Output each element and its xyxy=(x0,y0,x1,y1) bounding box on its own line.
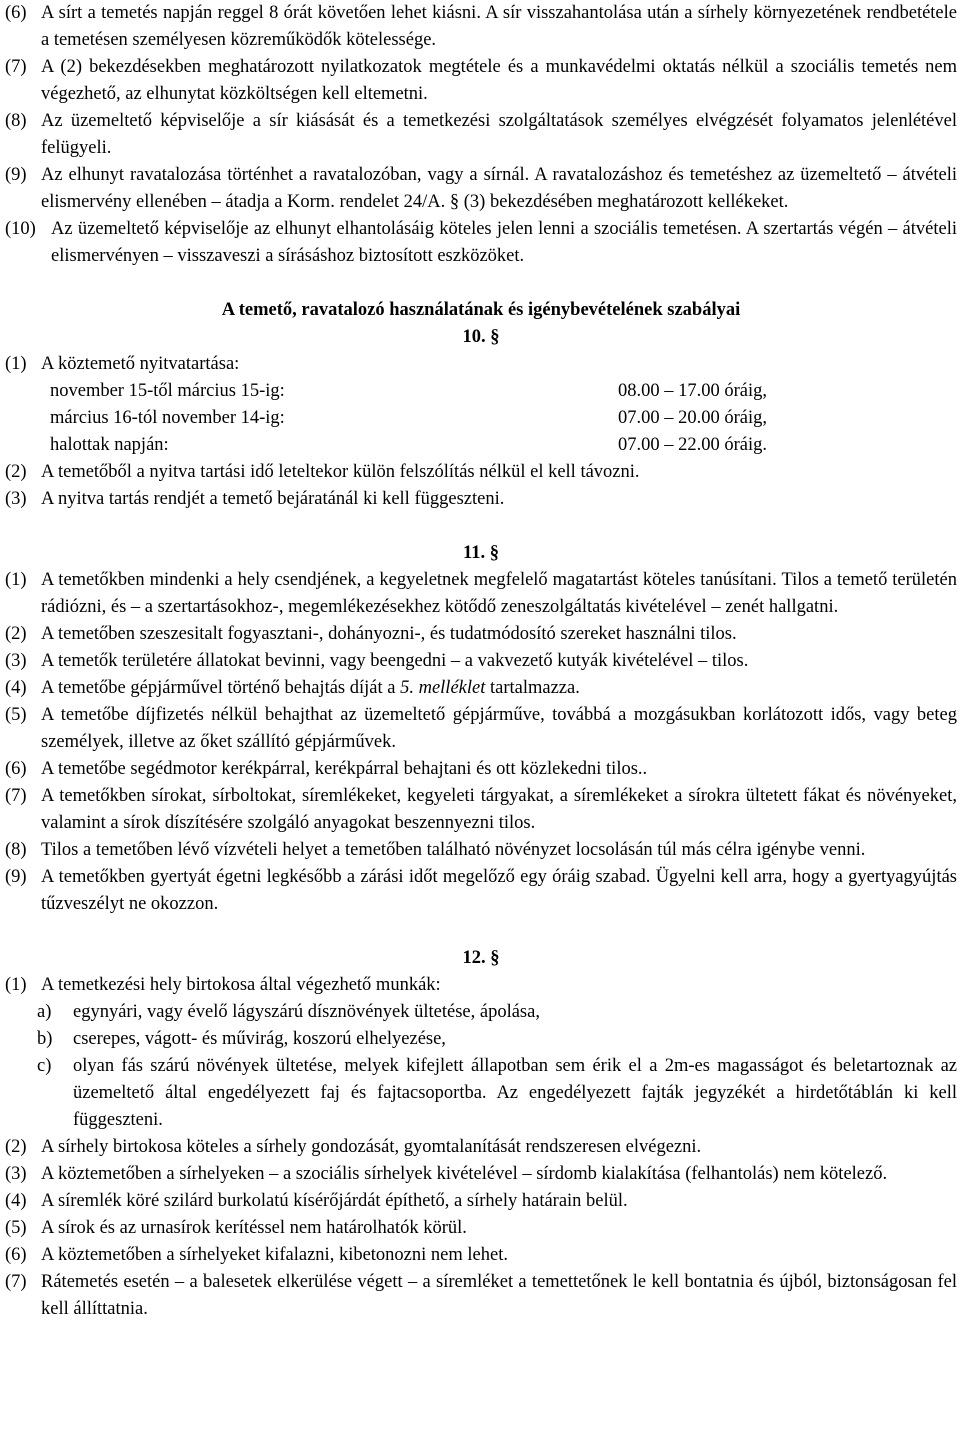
paragraph-text: A sírok és az urnasírok kerítéssel nem határolhatók körül. xyxy=(41,1218,467,1238)
paragraph-number: (10) xyxy=(5,219,36,239)
list-item xyxy=(5,1026,957,1053)
paragraph-number: (3) xyxy=(5,489,27,509)
paragraph-text: Az elhunyt ravatalozása történhet a ravatalozóban, vagy a sírnál. A ravatalozáshoz és temetéshez az üzemeltető – átvételi elismervény ellenében – átadja a Korm. rendelet 24/A. § (3) bekezdésében meghatározott kellékeket. xyxy=(41,165,957,212)
paragraph-number: (2) xyxy=(5,624,27,644)
schedule-row xyxy=(5,378,957,405)
paragraph-10 xyxy=(5,216,957,270)
schedule-hours: 08.00 – 17.00 óráig, xyxy=(618,381,768,401)
paragraph-number: (7) xyxy=(5,57,27,77)
s12-paragraph-3 xyxy=(5,1161,957,1188)
list-letter: b) xyxy=(37,1029,53,1049)
s11-paragraph-9 xyxy=(5,864,957,918)
paragraph-text: A köztemetőben a sírhelyeket kifalazni, kibetonozni nem lehet. xyxy=(41,1245,508,1265)
s12-paragraph-1 xyxy=(5,972,957,999)
paragraph-text: A nyitva tartás rendjét a temető bejáratánál ki kell függeszteni. xyxy=(41,489,505,509)
list-text: olyan fás szárú növények ültetése, melyek kifejlett állapotban sem érik el a 2m-es magasságot és beletartoznak az üzemeltető által engedélyezett faj és fajtacsoportba. Az engedélyezett fajták jegyzékét a hirdetőtáblán ki kell függeszteni. xyxy=(73,1056,957,1130)
section-11-title: 11. § xyxy=(463,543,499,563)
s12-paragraph-6 xyxy=(5,1242,957,1269)
list-item xyxy=(5,1053,957,1134)
text-fragment: A temetőbe gépjárművel történő behajtás díját a xyxy=(41,678,401,698)
paragraph-text: A (2) bekezdésekben meghatározott nyilatkozatok megtétele és a munkavédelmi oktatás nélkül a szociális temetés nem végezhető, az elhunytat közköltségen kell eltemetni. xyxy=(41,57,957,104)
paragraph-text: A köztemető nyitvatartása: xyxy=(41,354,240,374)
paragraph-number: (4) xyxy=(5,678,27,698)
schedule-hours: 07.00 – 22.00 óráig. xyxy=(618,435,768,455)
paragraph-text: Az üzemeltető képviselője az elhunyt elhantolásáig köteles jelen lenni a szociális temetésen. A szertartás végén – átvételi elismervényen – visszaveszi a sírásáshoz biztosított eszközöket. xyxy=(51,219,957,266)
s10-paragraph-3 xyxy=(5,486,957,513)
paragraph-number: (2) xyxy=(5,1137,27,1157)
list-letter: a) xyxy=(37,1002,52,1022)
paragraph-text: Az üzemeltető képviselője a sír kiásását és a temetkezési szolgáltatások személyes elvégzését folyamatos jelenlétével felügyeli. xyxy=(41,111,957,158)
s11-paragraph-2 xyxy=(5,621,957,648)
paragraph-text: A köztemetőben a sírhelyeken – a szociális sírhelyek kivételével – sírdomb kialakítása (felhantolás) nem kötelező. xyxy=(41,1164,888,1184)
paragraph-number: (1) xyxy=(5,570,27,590)
s11-paragraph-1 xyxy=(5,567,957,621)
paragraph-number: (1) xyxy=(5,354,27,374)
annex-reference: 5. melléklet xyxy=(400,678,486,698)
paragraph-text: A síremlék köré szilárd burkolatú kísérőjárdát építhető, a sírhely határain belül. xyxy=(41,1191,628,1211)
paragraph-text: A sírt a temetés napján reggel 8 órát követően lehet kiásni. A sír visszahantolása után a sírhely környezetének rendbetétele a temetésen személyesen közreműködők kötelessége. xyxy=(41,3,957,50)
schedule-row xyxy=(5,405,957,432)
paragraph-number: (9) xyxy=(5,867,27,887)
paragraph-text: Tilos a temetőben lévő vízvételi helyet a temetőben található növényzet locsolásán túl más célra igénybe venni. xyxy=(41,840,866,860)
paragraph-text: A temetőben szeszesitalt fogyasztani-, dohányozni-, és tudatmódosító szereket használni tilos. xyxy=(41,624,737,644)
s11-paragraph-5 xyxy=(5,702,957,756)
schedule-label: március 16-tól november 14-ig: xyxy=(50,408,285,428)
s11-paragraph-4 xyxy=(5,675,957,702)
paragraph-number: (2) xyxy=(5,462,27,482)
paragraph-6 xyxy=(5,0,957,54)
s12-paragraph-4 xyxy=(5,1188,957,1215)
section-12-title: 12. § xyxy=(462,948,500,968)
list-item xyxy=(5,999,957,1026)
paragraph-number: (7) xyxy=(5,1272,27,1292)
s12-paragraph-7 xyxy=(5,1269,957,1323)
paragraph-8 xyxy=(5,108,957,162)
paragraph-text: A temetők területére állatokat bevinni, vagy beengedni – a vakvezető kutyák kivételével – tilos. xyxy=(41,651,749,671)
paragraph-number: (9) xyxy=(5,165,27,185)
s10-paragraph-2 xyxy=(5,459,957,486)
paragraph-text: A sírhely birtokosa köteles a sírhely gondozását, gyomtalanítását rendszeresen elvégezni. xyxy=(41,1137,702,1157)
paragraph-text: A temetőbe segédmotor kerékpárral, kerékpárral behajtani és ott közlekedni tilos.. xyxy=(41,759,648,779)
schedule-hours: 07.00 – 20.00 óráig, xyxy=(618,408,768,428)
paragraph-text: A temetőkben mindenki a hely csendjének, a kegyeletnek megfelelő magatartást köteles tanúsítani. Tilos a temető területén rádiózni, és – a szertartásokhoz-, megemlékezésekhez kötődő zeneszolgáltatás kivételével – zenét hallgatni. xyxy=(41,570,957,617)
document-page xyxy=(5,0,957,1323)
text-fragment: tartalmazza. xyxy=(485,678,580,698)
s10-paragraph-1 xyxy=(5,351,957,378)
s11-paragraph-8 xyxy=(5,837,957,864)
paragraph-9 xyxy=(5,162,957,216)
paragraph-number: (6) xyxy=(5,759,27,779)
s12-paragraph-2 xyxy=(5,1134,957,1161)
paragraph-7 xyxy=(5,54,957,108)
paragraph-number: (6) xyxy=(5,1245,27,1265)
list-text: egynyári, vagy évelő lágyszárú dísznövények ültetése, ápolása, xyxy=(73,1002,540,1022)
s11-paragraph-6 xyxy=(5,756,957,783)
paragraph-text: A temetőkben sírokat, sírboltokat, síremlékeket, kegyeleti tárgyakat, a síremlékeket a sírokra ültetett fákat és növényeket, valamint a sírok díszítésére szolgáló anyagokat beszennyezni tilos. xyxy=(41,786,957,833)
s11-paragraph-3 xyxy=(5,648,957,675)
schedule-label: november 15-től március 15-ig: xyxy=(50,381,285,401)
section-heading: A temető, ravatalozó használatának és igénybevételének szabályai xyxy=(221,300,741,320)
schedule-row xyxy=(5,432,957,459)
paragraph-number: (8) xyxy=(5,111,27,131)
paragraph-number: (7) xyxy=(5,786,27,806)
paragraph-number: (6) xyxy=(5,3,27,23)
paragraph-text: A temetőből a nyitva tartási idő leteltekor külön felszólítás nélkül el kell távozni. xyxy=(41,462,640,482)
paragraph-number: (4) xyxy=(5,1191,27,1211)
schedule-label: halottak napján: xyxy=(50,435,169,455)
paragraph-text: A temetkezési hely birtokosa által végezhető munkák: xyxy=(41,975,441,995)
s11-paragraph-7 xyxy=(5,783,957,837)
paragraph-number: (5) xyxy=(5,705,27,725)
paragraph-number: (3) xyxy=(5,651,27,671)
s12-paragraph-5 xyxy=(5,1215,957,1242)
paragraph-text: Rátemetés esetén – a balesetek elkerülése végett – a síremléket a temettetőnek le kell bontatnia és újból, biztonságosan fel kell állíttatnia. xyxy=(41,1272,957,1319)
list-text: cserepes, vágott- és művirág, koszorú elhelyezése, xyxy=(73,1029,446,1049)
paragraph-number: (3) xyxy=(5,1164,27,1184)
paragraph-number: (1) xyxy=(5,975,27,995)
paragraph-text: A temetőkben gyertyát égetni legkésőbb a zárási időt megelőző egy óráig szabad. Ügyelni kell arra, hogy a gyertyagyújtás tűzveszélyt ne okozzon. xyxy=(41,867,957,914)
paragraph-number: (8) xyxy=(5,840,27,860)
section-10-title: 10. § xyxy=(462,327,500,347)
paragraph-text xyxy=(41,675,957,702)
paragraph-number: (5) xyxy=(5,1218,27,1238)
paragraph-text: A temetőbe díjfizetés nélkül behajthat az üzemeltető gépjárműve, továbbá a mozgásukban korlátozott idős, vagy beteg személyek, illetve az őket szállító gépjárművek. xyxy=(41,705,957,752)
list-letter: c) xyxy=(37,1056,52,1076)
